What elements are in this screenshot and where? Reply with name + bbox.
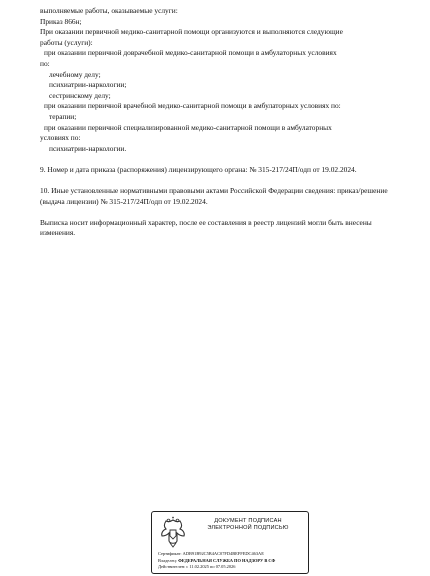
list-item: психиатрии-наркологии. (49, 143, 127, 153)
electronic-signature-stamp (151, 511, 309, 574)
list-item: терапии; (49, 111, 77, 121)
stamp-details (158, 551, 308, 571)
text-line: при оказании первичной врачебной медико-санитарной помощи в амбулаторных условиях по: (44, 101, 341, 111)
stamp-validity: Действителен: с 11.02.2025 по 07.05.2026 (158, 564, 236, 570)
text-line: по: (40, 58, 50, 68)
stamp-certificate: Сертификат: ADB91B92C5B4AC07FD4BEFFEDC463AE (158, 551, 264, 556)
section-9: 9. Номер и дата приказа (распоряжения) лицензирующего органа: № 315-217/24П/одп от 19.02.2024. (40, 164, 357, 174)
list-item: психиатрии-наркологии; (49, 80, 127, 90)
text-line: выполняемые работы, оказываемые услуги: (40, 6, 178, 15)
list-item: сестринскому делу; (49, 90, 111, 100)
list-item: лечебному делу; (49, 69, 101, 79)
stamp-owner: Владелец: ФЕДЕРАЛЬНАЯ СЛУЖБА ПО НАДЗОРУ В СФ (158, 557, 276, 563)
coat-of-arms-icon (158, 516, 188, 550)
text-line: при оказании первичной доврачебной медико-санитарной помощи в амбулаторных условиях (44, 48, 337, 58)
text-line: Приказ 866н; (40, 16, 82, 26)
section-10: 10. Иные установленные нормативными правовыми актами Российской Федерации сведения: приказ/решение (выдача лицензии) № 315-217/24П/одп от 19.02.2024. (40, 186, 388, 206)
stamp-title: ДОКУМЕНТ ПОДПИСАН ЭЛЕКТРОННОЙ ПОДПИСЬЮ (207, 518, 289, 531)
text-line: при оказании первичной специализированной медико-санитарной помощи в амбулаторных (44, 122, 332, 132)
text-line: При оказании первичной медико-санитарной помощи организуются и выполняются следующие (40, 27, 343, 37)
disclaimer-note: Выписка носит информационный характер, после ее составления в реестр лицензий могли быть внесены изменения. (40, 217, 372, 238)
document-body (40, 6, 392, 239)
text-line: условиях по: (40, 133, 81, 143)
text-line: работы (услуги): (40, 37, 93, 47)
